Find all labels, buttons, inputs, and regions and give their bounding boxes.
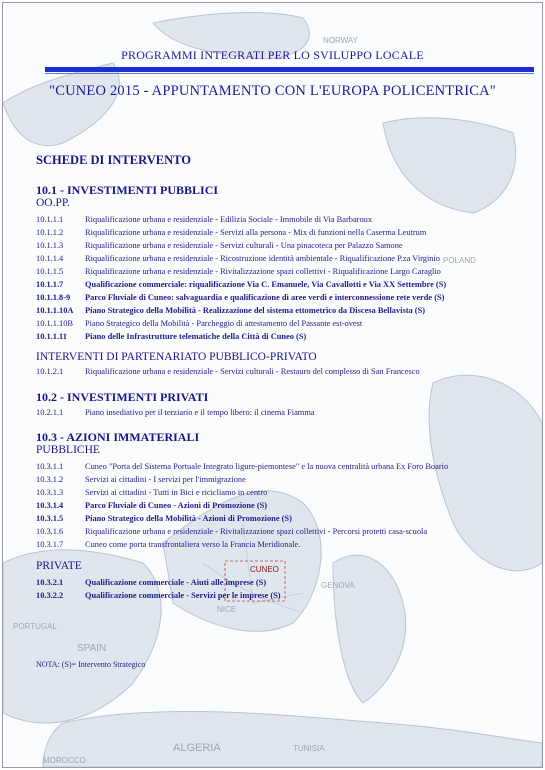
map-label-spain: SPAIN [77, 643, 107, 654]
map-label-portugal: PORTUGAL [13, 622, 57, 631]
map-label-morocco: MOROCCO [43, 756, 86, 765]
intervention-code: 10.3.1.5 [36, 514, 64, 523]
intervention-text: Riqualificazione urbana e residenziale - Rivitalizzazione spazi collettivi - Percorsi protetti casa-scuola [85, 527, 428, 536]
intervention-text: Servizi ai cittadini - I servizi per l'immigrazione [85, 475, 246, 484]
intervention-code: 10.3.1.3 [36, 488, 64, 497]
intervention-row [36, 474, 536, 485]
intervention-code: 10.1.1.10B [36, 319, 73, 328]
partenariato-subheading: INTERVENTI DI PARTENARIATO PUBBLICO-PRIVATO [36, 351, 317, 363]
azioni-immateriali-heading: 10.3 - AZIONI IMMATERIALI [36, 430, 200, 444]
intervention-row [36, 279, 536, 290]
intervention-code: 10.3.1.4 [36, 501, 64, 510]
intervention-row [36, 461, 536, 472]
header-rule-thick [45, 67, 534, 72]
intervention-row [36, 407, 536, 418]
document-page [2, 2, 543, 768]
intervention-code: 10.1.1.11 [36, 332, 67, 341]
intervention-code: 10.1.1.3 [36, 241, 64, 250]
schede-heading: SCHEDE DI INTERVENTO [36, 153, 191, 167]
intervention-text: Parco Fluviale di Cuneo - Azioni di Promozione (S) [85, 501, 268, 510]
intervention-code: 10.3.2.1 [36, 578, 64, 587]
document-title: "CUNEO 2015 - APPUNTAMENTO CON L'EUROPA POLICENTRICA" [49, 83, 496, 99]
intervention-code: 10.3.2.2 [36, 591, 64, 600]
intervention-code: 10.1.1.2 [36, 228, 64, 237]
map-label-cuneo: CUNEO [250, 565, 279, 574]
intervention-row [36, 526, 536, 537]
intervention-code: 10.1.1.1 [36, 215, 64, 224]
intervention-text: Cuneo "Porta del Sistema Portuale Integrato ligure-piemontese" e la nuova centralità urbana Ex Foro Boario [85, 462, 449, 471]
intervention-text: Piano insediativo per il terziario e il tempo libero: il cinema Fiamma [85, 408, 315, 417]
intervention-text: Riqualificazione urbana e residenziale - Servizi culturali - Restauro del complesso di San Francesco [85, 367, 420, 376]
intervention-text: Parco Fluviale di Cuneo: salvaguardia e qualificazione di aree verdi e interconnessione rete verde (S) [85, 293, 445, 302]
investimenti-pubblici-heading: 10.1 - INVESTIMENTI PUBBLICI [36, 183, 219, 197]
intervention-code: 10.3.1.6 [36, 527, 64, 536]
intervention-code: 10.1.1.5 [36, 267, 64, 276]
intervention-row [36, 292, 536, 303]
intervention-row [36, 500, 536, 511]
intervention-text: Piano delle Infrastrutture telematiche della Città di Cuneo (S) [85, 332, 307, 341]
intervention-row [36, 253, 536, 264]
intervention-row [36, 305, 536, 316]
oopp-subheading: OO.PP. [36, 197, 70, 209]
intervention-text: Qualificazione commerciale: riqualificazione Via C. Emanuele, Via Cavallotti e Via XX Settembre (S) [85, 280, 447, 289]
private-subheading: PRIVATE [36, 560, 82, 572]
investimenti-privati-heading: 10.2 - INVESTIMENTI PRIVATI [36, 390, 209, 404]
header-rule-thin [45, 73, 534, 74]
intervention-code: 10.1.1.7 [36, 280, 64, 289]
intervention-code: 10.3.1.1 [36, 462, 64, 471]
intervention-row [36, 266, 536, 277]
map-label-norway: NORWAY [323, 36, 358, 45]
intervention-row [36, 539, 536, 550]
map-label-genova: GENOVA [321, 581, 355, 590]
intervention-row [36, 487, 536, 498]
map-label-nice: NICE [217, 605, 237, 614]
intervention-row [36, 318, 536, 329]
intervention-code: 10.3.1.7 [36, 540, 64, 549]
pubbliche-subheading: PUBBLICHE [36, 444, 100, 456]
intervention-code: 10.2.1.1 [36, 408, 64, 417]
map-label-algeria: ALGERIA [173, 742, 221, 754]
intervention-text: Piano Strategico della Mobilità - Parcheggio di attestamento del Passante est-ovest [85, 319, 363, 328]
intervention-text: Servizi ai cittadini - Tutti in Bici e ricicliamo in centro [85, 488, 268, 497]
intervention-text: Riqualificazione urbana e residenziale - Edilizia Sociale - Immobile di Via Barbaroux [85, 215, 373, 224]
intervention-text: Piano Strategico della Mobilità - Azioni di Promozione (S) [85, 514, 292, 523]
intervention-row [36, 513, 536, 524]
intervention-text: Cuneo come porta transfrontaliera verso la Francia Meridionale. [85, 540, 301, 549]
intervention-code: 10.1.1.10A [36, 306, 74, 315]
intervention-text: Piano Strategico della Mobilità - Realizzazione del sistema ettometrico da Discesa Bellavista (S) [85, 306, 426, 315]
intervention-code: 10.1.1.8-9 [36, 293, 71, 302]
intervention-text: Riqualificazione urbana e residenziale - Ricostruzione identità ambientale - Riqualificazione P.za Virginio [85, 254, 440, 263]
intervention-row [36, 240, 536, 251]
intervention-text: Riqualificazione urbana e residenziale - Rivitalizzazione spazi collettivi - Riqualificazione Largo Caraglio [85, 267, 441, 276]
intervention-text: Qualificazione commerciale - Aiuti alle imprese (S) [85, 578, 267, 587]
intervention-text: Qualificazione commerciale - Servizi per le imprese (S) [85, 591, 281, 600]
map-label-poland: POLAND [443, 256, 476, 265]
map-label-tunisia: TUNISIA [293, 744, 325, 753]
intervention-row [36, 214, 536, 225]
intervention-text: Riqualificazione urbana e residenziale - Servizi culturali - Una pinacoteca per Palazzo Samone [85, 241, 403, 250]
intervention-row [36, 366, 536, 377]
intervention-row [36, 227, 536, 238]
intervention-code: 10.1.1.4 [36, 254, 64, 263]
intervention-row [36, 577, 536, 588]
intervention-row [36, 590, 536, 601]
strategic-note: NOTA: (S)= Intervento Strategico [36, 660, 146, 669]
intervention-text: Riqualificazione urbana e residenziale - Servizi alla persona - Mix di funzioni nella Caserma Leutrum [85, 228, 427, 237]
program-heading: PROGRAMMI INTEGRATI PER LO SVILUPPO LOCALE [121, 48, 424, 62]
intervention-code: 10.1.2.1 [36, 367, 64, 376]
intervention-row [36, 331, 536, 342]
intervention-code: 10.3.1.2 [36, 475, 64, 484]
